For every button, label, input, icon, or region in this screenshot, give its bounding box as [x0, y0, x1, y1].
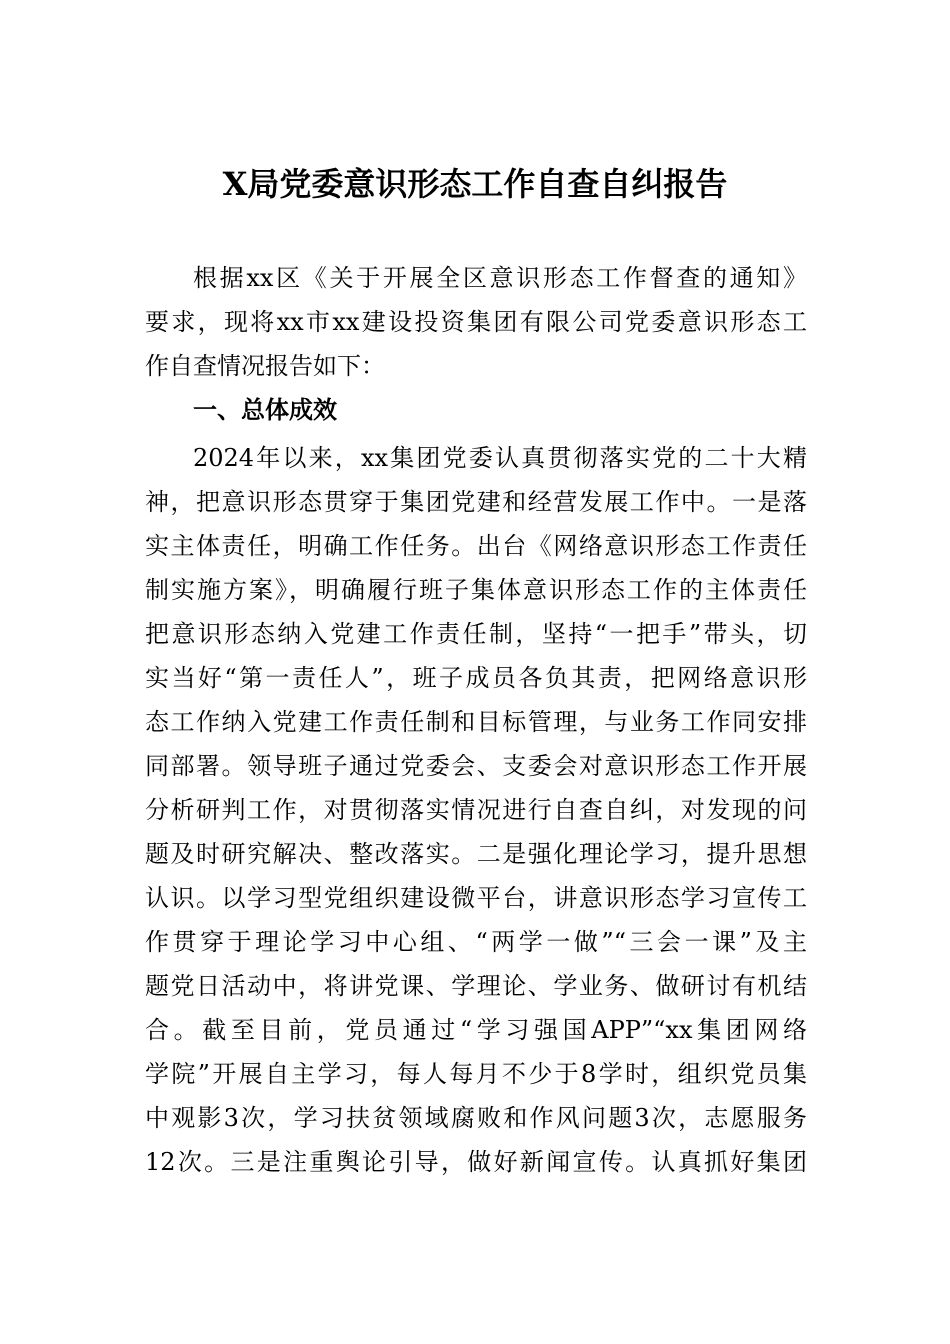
body-line-9: 分析研判工作，对贯彻落实情况进行自查自纠，对发现的问 — [145, 796, 807, 824]
document-title: X局党委意识形态工作自查自纠报告 — [222, 165, 728, 203]
section-heading-overall-results: 一、总体成效 — [193, 396, 337, 424]
body-line-14: 合。截至目前，党员通过“学习强国APP”“xx集团网络 — [145, 1016, 807, 1044]
body-line-11: 认识。以学习型党组织建设微平台，讲意识形态学习宣传工 — [145, 884, 807, 912]
body-line-12: 作贯穿于理论学习中心组、“两学一做”“三会一课”及主 — [145, 928, 807, 956]
body-line-15: 学院”开展自主学习，每人每月不少于8学时，组织党员集 — [145, 1060, 807, 1088]
body-line-4: 制实施方案》，明确履行班子集体意识形态工作的主体责任 — [145, 576, 807, 604]
intro-line-1: 根据xx区《关于开展全区意识形态工作督查的通知》 — [193, 264, 807, 292]
body-line-7: 态工作纳入党建工作责任制和目标管理，与业务工作同安排 — [145, 708, 807, 736]
body-line-13: 题党日活动中，将讲党课、学理论、学业务、做研讨有机结 — [145, 972, 807, 1000]
body-line-2: 神，把意识形态贯穿于集团党建和经营发展工作中。一是落 — [145, 488, 807, 516]
body-line-16: 中观影3次，学习扶贫领域腐败和作风问题3次，志愿服务 — [145, 1104, 807, 1132]
body-line-5: 把意识形态纳入党建工作责任制，坚持“一把手”带头，切 — [145, 620, 807, 648]
intro-line-3: 作自查情况报告如下： — [145, 352, 385, 380]
body-line-1: 2024年以来，xx集团党委认真贯彻落实党的二十大精 — [193, 444, 807, 472]
body-line-8: 同部署。领导班子通过党委会、支委会对意识形态工作开展 — [145, 752, 807, 780]
body-line-17: 12次。三是注重舆论引导，做好新闻宣传。认真抓好集团 — [145, 1148, 807, 1176]
body-line-3: 实主体责任，明确工作任务。出台《网络意识形态工作责任 — [145, 532, 807, 560]
body-line-6: 实当好“第一责任人”，班子成员各负其责，把网络意识形 — [145, 664, 807, 692]
body-line-10: 题及时研究解决、整改落实。二是强化理论学习，提升思想 — [145, 840, 807, 868]
intro-line-2: 要求，现将xx市xx建设投资集团有限公司党委意识形态工 — [145, 308, 807, 336]
